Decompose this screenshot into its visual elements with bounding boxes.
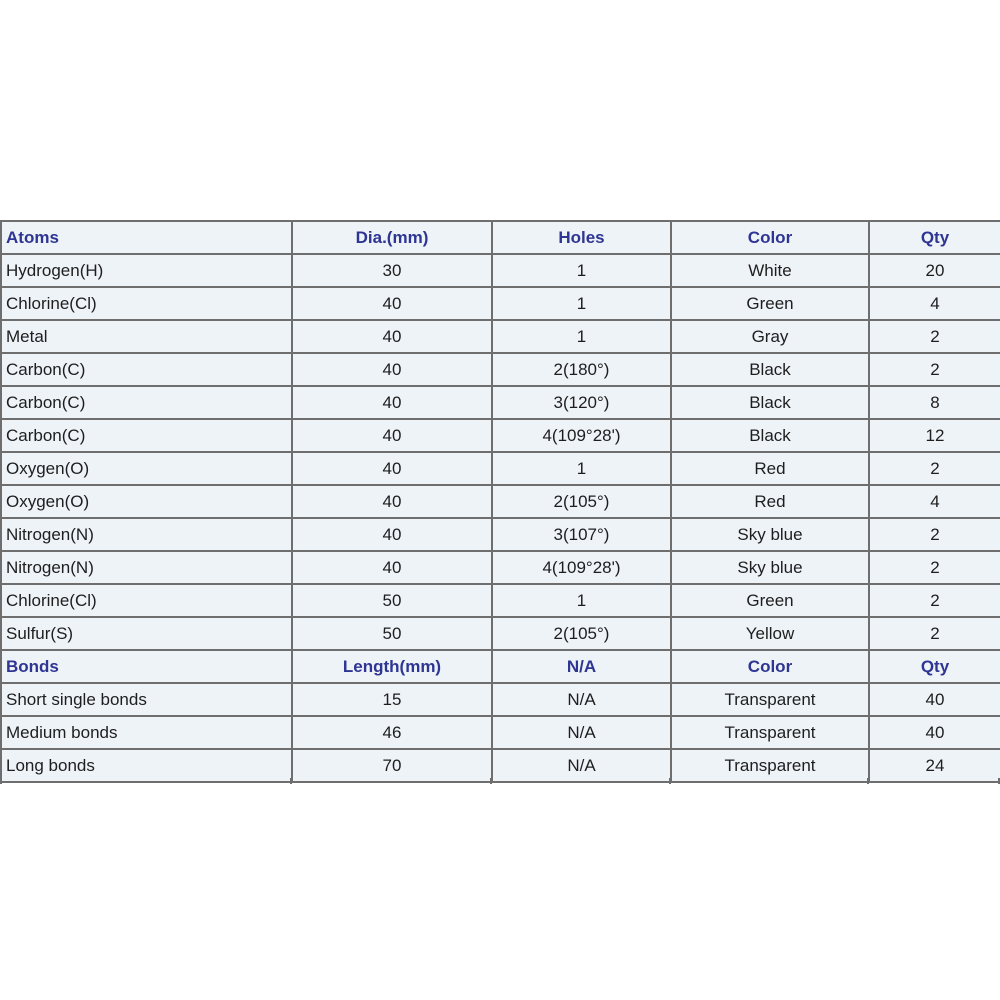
table-row (1, 320, 1000, 353)
atom-diameter: 40 (292, 452, 492, 485)
atom-name: Nitrogen(N) (1, 518, 292, 551)
atom-name: Oxygen(O) (1, 452, 292, 485)
atom-name: Hydrogen(H) (1, 254, 292, 287)
atom-color: Black (671, 386, 869, 419)
atom-diameter: 50 (292, 584, 492, 617)
atoms-header-row (1, 221, 1000, 254)
bonds-header-row (1, 650, 1000, 683)
table-row (1, 749, 1000, 782)
table-row (1, 419, 1000, 452)
atom-color: Sky blue (671, 551, 869, 584)
header-atoms: Atoms (1, 221, 292, 254)
atom-name: Chlorine(Cl) (1, 287, 292, 320)
atom-diameter: 40 (292, 320, 492, 353)
table-row (1, 716, 1000, 749)
atom-color: Sky blue (671, 518, 869, 551)
atom-diameter: 40 (292, 287, 492, 320)
bond-na: N/A (492, 749, 671, 782)
table-row (1, 452, 1000, 485)
atom-holes: 1 (492, 254, 671, 287)
atom-qty: 2 (869, 518, 1000, 551)
grid-stub (867, 778, 869, 784)
table-row (1, 254, 1000, 287)
atom-color: Black (671, 353, 869, 386)
atom-holes: 1 (492, 320, 671, 353)
header-bonds: Bonds (1, 650, 292, 683)
table-row (1, 551, 1000, 584)
bond-qty: 40 (869, 683, 1000, 716)
header-holes: Holes (492, 221, 671, 254)
bond-color: Transparent (671, 749, 869, 782)
table-row (1, 683, 1000, 716)
atom-name: Oxygen(O) (1, 485, 292, 518)
atom-qty: 2 (869, 353, 1000, 386)
atom-holes: 4(109°28') (492, 551, 671, 584)
atom-diameter: 40 (292, 551, 492, 584)
atom-name: Sulfur(S) (1, 617, 292, 650)
grid-stub (490, 778, 492, 784)
grid-stub (290, 778, 292, 784)
atom-qty: 2 (869, 551, 1000, 584)
atom-holes: 1 (492, 584, 671, 617)
atom-holes: 2(105°) (492, 617, 671, 650)
atom-qty: 2 (869, 617, 1000, 650)
atom-color: Green (671, 287, 869, 320)
bond-length: 15 (292, 683, 492, 716)
header-color: Color (671, 650, 869, 683)
table-row (1, 287, 1000, 320)
atom-name: Nitrogen(N) (1, 551, 292, 584)
header-na: N/A (492, 650, 671, 683)
header-length: Length(mm) (292, 650, 492, 683)
atom-name: Carbon(C) (1, 386, 292, 419)
bond-length: 46 (292, 716, 492, 749)
atom-diameter: 40 (292, 518, 492, 551)
bond-name: Short single bonds (1, 683, 292, 716)
table-row (1, 353, 1000, 386)
atom-color: White (671, 254, 869, 287)
atom-qty: 4 (869, 287, 1000, 320)
atom-holes: 2(180°) (492, 353, 671, 386)
atom-holes: 2(105°) (492, 485, 671, 518)
atom-color: Red (671, 485, 869, 518)
header-diameter: Dia.(mm) (292, 221, 492, 254)
atom-diameter: 40 (292, 419, 492, 452)
atom-color: Gray (671, 320, 869, 353)
atom-name: Carbon(C) (1, 419, 292, 452)
atom-color: Yellow (671, 617, 869, 650)
table-row (1, 485, 1000, 518)
atom-holes: 3(120°) (492, 386, 671, 419)
atom-holes: 1 (492, 287, 671, 320)
bond-length: 70 (292, 749, 492, 782)
bond-color: Transparent (671, 716, 869, 749)
atom-color: Black (671, 419, 869, 452)
atom-holes: 4(109°28') (492, 419, 671, 452)
bond-color: Transparent (671, 683, 869, 716)
table-row (1, 584, 1000, 617)
atom-qty: 4 (869, 485, 1000, 518)
table-row (1, 617, 1000, 650)
bond-na: N/A (492, 716, 671, 749)
atom-diameter: 40 (292, 485, 492, 518)
atom-diameter: 50 (292, 617, 492, 650)
atom-qty: 12 (869, 419, 1000, 452)
atom-qty: 2 (869, 320, 1000, 353)
atom-diameter: 40 (292, 386, 492, 419)
atom-diameter: 40 (292, 353, 492, 386)
atom-diameter: 30 (292, 254, 492, 287)
molecular-model-spec-table (0, 220, 1000, 783)
header-qty: Qty (869, 650, 1000, 683)
atom-qty: 20 (869, 254, 1000, 287)
atom-color: Green (671, 584, 869, 617)
atom-name: Chlorine(Cl) (1, 584, 292, 617)
header-qty: Qty (869, 221, 1000, 254)
atom-holes: 1 (492, 452, 671, 485)
bond-name: Medium bonds (1, 716, 292, 749)
grid-stub (0, 778, 2, 784)
bond-name: Long bonds (1, 749, 292, 782)
atom-qty: 2 (869, 452, 1000, 485)
atom-name: Metal (1, 320, 292, 353)
table-row (1, 386, 1000, 419)
bond-qty: 40 (869, 716, 1000, 749)
atom-name: Carbon(C) (1, 353, 292, 386)
atom-qty: 8 (869, 386, 1000, 419)
atom-qty: 2 (869, 584, 1000, 617)
bond-qty: 24 (869, 749, 1000, 782)
table-row (1, 518, 1000, 551)
atom-holes: 3(107°) (492, 518, 671, 551)
grid-stub (669, 778, 671, 784)
bond-na: N/A (492, 683, 671, 716)
atom-color: Red (671, 452, 869, 485)
header-color: Color (671, 221, 869, 254)
